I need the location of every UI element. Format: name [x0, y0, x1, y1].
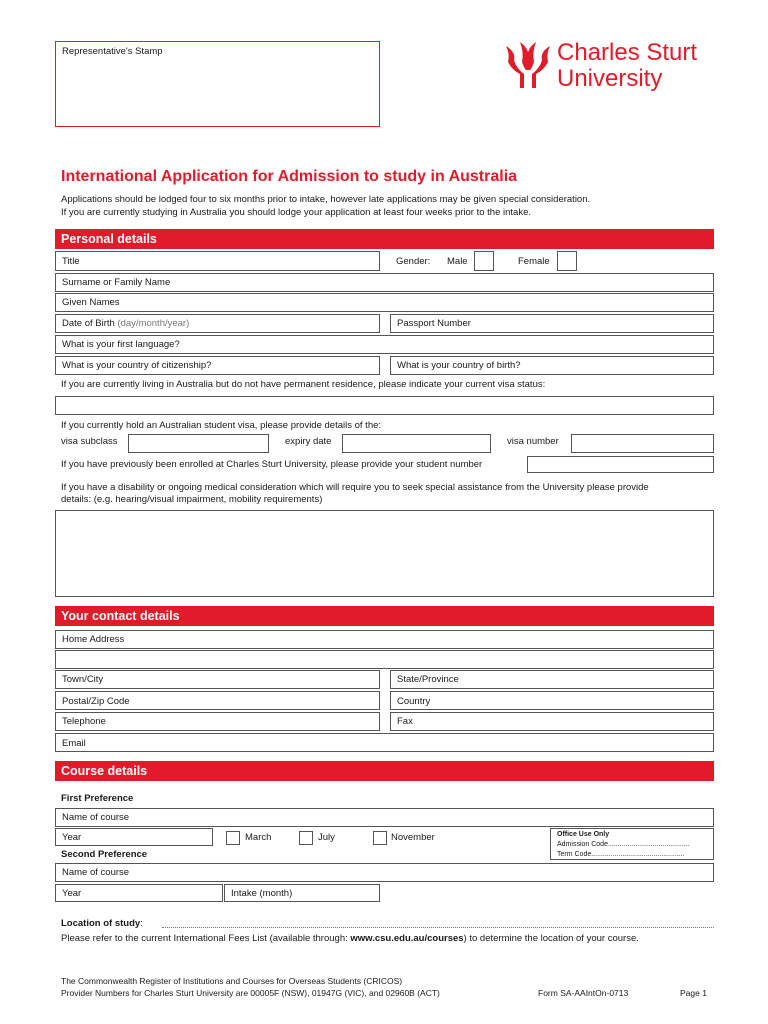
fees-link[interactable]: www.csu.edu.au/courses	[350, 933, 464, 944]
disability-question-line-1: If you have a disability or ongoing medical consideration which will require you to seek special assistance from the University please provide	[61, 482, 649, 493]
page-title: International Application for Admission to study in Australia	[61, 168, 518, 185]
fees-note	[61, 933, 639, 944]
admission-code-label: Admission Code..........................................	[557, 841, 690, 848]
birth-country-label: What is your country of birth?	[397, 360, 521, 371]
second-course-name-field[interactable]	[55, 863, 714, 882]
country-label: Country	[397, 696, 431, 707]
home-address-line-2-field[interactable]	[55, 650, 714, 669]
march-checkbox[interactable]	[226, 831, 240, 845]
first-year-label: Year	[62, 832, 82, 843]
office-use-heading: Office Use Only	[557, 831, 610, 838]
visa-number-field[interactable]	[571, 434, 714, 453]
expiry-date-field[interactable]	[342, 434, 491, 453]
visa-status-question: If you are currently living in Australia but do not have permanent residence, please indicate your current visa status:	[61, 379, 546, 390]
office-use-box	[550, 828, 714, 860]
first-year-field[interactable]	[55, 828, 213, 846]
representative-stamp-box	[55, 41, 380, 127]
date-of-birth-hint: (day/month/year)	[117, 318, 190, 329]
surname-label: Surname or Family Name	[62, 277, 171, 288]
second-course-name-label: Name of course	[62, 867, 130, 878]
fees-note-text-1: Please refer to the current International Fees List (available through:	[61, 933, 351, 944]
given-names-field[interactable]	[55, 293, 714, 312]
november-checkbox[interactable]	[373, 831, 387, 845]
intake-month-field[interactable]	[224, 884, 380, 902]
date-of-birth-label-wrap	[62, 318, 189, 329]
female-label: Female	[518, 256, 550, 267]
citizenship-field[interactable]	[55, 356, 380, 375]
expiry-date-label: expiry date	[285, 436, 332, 447]
visa-subclass-label: visa subclass	[61, 436, 118, 447]
location-of-study-colon: :	[140, 918, 143, 929]
disability-details-field[interactable]	[55, 510, 714, 597]
female-checkbox[interactable]	[557, 251, 577, 271]
logo-line-1: Charles Sturt	[557, 39, 698, 66]
footer-cricos-line-1: The Commonwealth Register of Institutions and Courses for Overseas Students (CRICOS)	[61, 976, 403, 986]
home-address-field[interactable]	[55, 630, 714, 649]
section-course-details: Course details	[55, 761, 714, 781]
passport-number-field[interactable]	[390, 314, 714, 333]
footer-cricos-line-2: Provider Numbers for Charles Sturt University are 00005F (NSW), 01947G (VIC), and 02960B (ACT)	[61, 988, 440, 998]
november-label: November	[391, 832, 435, 843]
waratah-logo-icon	[502, 40, 554, 92]
birth-country-field[interactable]	[390, 356, 714, 375]
gender-label: Gender:	[396, 256, 431, 267]
second-year-label: Year	[62, 888, 82, 899]
postal-code-label: Postal/Zip Code	[62, 696, 130, 707]
section-contact-details: Your contact details	[55, 606, 714, 626]
location-of-study-label: Location of study	[61, 918, 141, 929]
student-visa-question: If you currently hold an Australian student visa, please provide details of the:	[61, 420, 382, 431]
location-of-study-field[interactable]	[162, 927, 714, 928]
date-of-birth-field[interactable]	[55, 314, 380, 333]
postal-code-field[interactable]	[55, 691, 380, 710]
citizenship-label: What is your country of citizenship?	[62, 360, 212, 371]
visa-subclass-field[interactable]	[128, 434, 269, 453]
intro-line-1: Applications should be lodged four to six months prior to intake, however late applications may be given special consideration.	[61, 194, 591, 205]
first-course-name-field[interactable]	[55, 808, 714, 827]
title-field[interactable]	[55, 251, 380, 271]
location-of-study-label-wrap	[61, 918, 143, 929]
male-label: Male	[447, 256, 468, 267]
intro-line-2: If you are currently studying in Australia you should lodge your application at least four weeks prior to the intake.	[61, 207, 531, 218]
state-province-field[interactable]	[390, 670, 714, 689]
fax-label: Fax	[397, 716, 413, 727]
email-label: Email	[62, 738, 86, 749]
term-code-label: Term Code................................................	[557, 851, 685, 858]
town-city-label: Town/City	[62, 674, 104, 685]
student-number-question: If you have previously been enrolled at Charles Sturt University, please provide your student number	[61, 459, 483, 470]
title-label: Title	[62, 256, 80, 267]
fax-field[interactable]	[390, 712, 714, 731]
visa-number-label: visa number	[507, 436, 559, 447]
july-label: July	[318, 832, 335, 843]
first-language-field[interactable]	[55, 335, 714, 354]
state-province-label: State/Province	[397, 674, 459, 685]
disability-question-line-2: details: (e.g. hearing/visual impairment, mobility requirements)	[61, 494, 323, 505]
first-course-name-label: Name of course	[62, 812, 130, 823]
telephone-field[interactable]	[55, 712, 380, 731]
home-address-label: Home Address	[62, 634, 125, 645]
town-city-field[interactable]	[55, 670, 380, 689]
visa-status-field[interactable]	[55, 396, 714, 415]
country-field[interactable]	[390, 691, 714, 710]
date-of-birth-label: Date of Birth	[62, 318, 115, 329]
given-names-label: Given Names	[62, 297, 120, 308]
telephone-label: Telephone	[62, 716, 106, 727]
first-language-label: What is your first language?	[62, 339, 180, 350]
july-checkbox[interactable]	[299, 831, 313, 845]
first-preference-heading: First Preference	[61, 793, 134, 804]
logo-line-2: University	[557, 65, 663, 92]
email-field[interactable]	[55, 733, 714, 752]
second-year-field[interactable]	[55, 884, 223, 902]
passport-number-label: Passport Number	[397, 318, 471, 329]
male-checkbox[interactable]	[474, 251, 494, 271]
university-logo	[502, 40, 722, 96]
surname-field[interactable]	[55, 273, 714, 292]
second-preference-heading: Second Preference	[61, 849, 148, 860]
intake-month-label: Intake (month)	[231, 888, 293, 899]
fees-note-text-2: ) to determine the location of your course.	[463, 933, 639, 944]
stamp-label: Representative's Stamp	[62, 46, 163, 57]
section-personal-details: Personal details	[55, 229, 714, 249]
page-number: Page 1	[680, 988, 707, 998]
march-label: March	[245, 832, 272, 843]
student-number-field[interactable]	[527, 456, 714, 473]
form-number: Form SA-AAIntOn-0713	[538, 988, 629, 998]
